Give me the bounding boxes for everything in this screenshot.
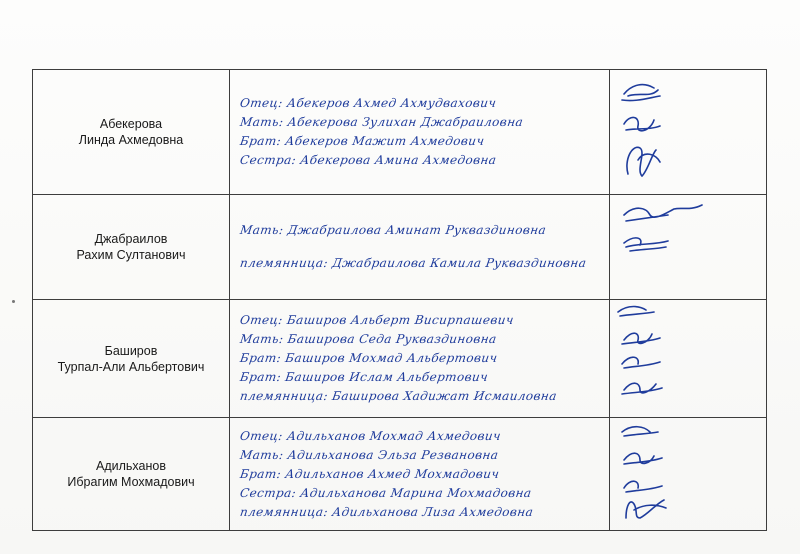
person-name-cell [33,418,230,531]
relatives-cell [230,70,610,195]
person-name-cell [33,70,230,195]
relative-entry: Мать: Абекерова Зулихан Джабраиловна [239,115,525,129]
relative-entry: Мать: Джабраилова Аминат Рукваздиновна [239,223,548,237]
person-name-cell [33,300,230,418]
relative-entry: Сестра: Адильханова Марина Мохмадовна [239,485,533,500]
handwritten-signatures [610,195,767,299]
person-surname: Абекерова [99,117,163,131]
table-row [33,195,767,300]
signatures-cell [610,418,767,531]
person-surname: Джабраилов [94,232,168,246]
signatures-cell [610,70,767,195]
relatives-cell [230,418,610,531]
person-given-names: Линда Ахмедовна [78,133,184,147]
relatives-cell [230,195,610,300]
handwritten-signatures [610,300,767,417]
table-row [33,418,767,531]
relative-entry: Мать: Адильханова Эльза Резвановна [239,447,500,462]
person-given-names: Ибрагим Мохмадович [67,475,195,489]
relative-entry: Брат: Баширов Ислам Альбертович [239,370,490,384]
relatives-cell [230,300,610,418]
handwritten-signatures [610,418,767,530]
relative-entry: племянница: Адильханова Лиза Ахмедовна [239,504,535,519]
person-name-cell [33,195,230,300]
relative-entry: племянница: Джабраилова Камила Рукваздиновна [239,256,588,270]
table-row [33,300,767,418]
scan-dot [12,300,15,303]
table-row [33,70,767,195]
person-surname: Баширов [104,343,158,358]
relatives-table [32,69,767,531]
person-given-names: Турпал-Али Альбертович [57,359,205,374]
person-given-names: Рахим Султанович [76,248,186,262]
relative-entry: Сестра: Абекерова Амина Ахмедовна [239,153,498,167]
signatures-cell [610,300,767,418]
relative-entry: Брат: Адильханов Ахмед Мохмадович [239,466,501,481]
relative-entry: племянница: Баширова Хадижат Исмаиловна [239,389,558,403]
relative-entry: Отец: Баширов Альберт Висирпашевич [239,313,515,327]
signatures-cell [610,195,767,300]
relative-entry: Брат: Баширов Мохмад Альбертович [239,351,499,365]
relative-entry: Отец: Адильханов Мохмад Ахмедович [239,428,502,443]
relative-entry: Мать: Баширова Седа Рукваздиновна [239,332,498,346]
handwritten-signatures [610,70,767,194]
relative-entry: Брат: Абекеров Мажит Ахмедович [239,134,486,148]
relative-entry: Отец: Абекеров Ахмед Ахмудвахович [239,96,498,110]
person-surname: Адильханов [96,459,166,473]
